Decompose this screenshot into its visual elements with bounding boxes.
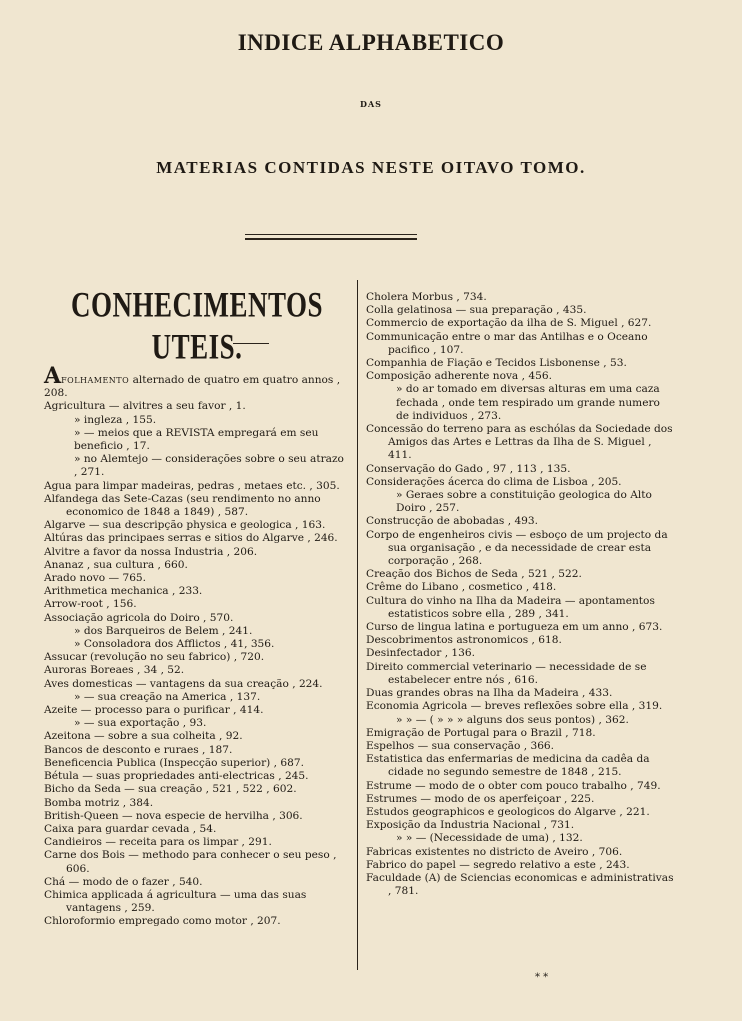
index-entry: » do ar tomado em diversas alturas em uma caza fechada , onde tem respirado um grande numero de individuos , 273.	[396, 383, 660, 422]
index-entry: Duas grandes obras na Ilha da Madeira , 433.	[366, 687, 613, 700]
index-entry: Desinfectador , 136.	[366, 647, 476, 660]
index-entry: Alvitre a favor da nossa Industria , 206.	[44, 545, 258, 558]
section-title: CONHECIMENTOS UTEIS.	[70, 284, 324, 367]
index-entry: » — sua exportação , 93.	[74, 717, 207, 730]
index-entry: Colla gelatinosa — sua preparação , 435.	[366, 304, 587, 317]
index-entry: Conservação do Gado , 97 , 113 , 135.	[366, 462, 571, 475]
index-entry: Estrumes — modo de os aperfeiçoar , 225.	[366, 792, 595, 805]
title-rule-thick	[245, 238, 417, 240]
index-entry: Auroras Boreaes , 34 , 52.	[44, 664, 185, 677]
left-column	[44, 363, 350, 929]
index-entry: Bicho da Seda — sua creação , 521 , 522 , 602.	[44, 783, 297, 796]
index-entry: Companhia de Fiação e Tecidos Lisbonense , 53.	[366, 357, 627, 370]
index-entry: Agricultura — alvitres a seu favor , 1.	[44, 400, 246, 413]
index-entry: » Geraes sobre a constituição geologica do Alto Doiro , 257.	[396, 489, 652, 515]
index-entry: Arado novo — 765.	[44, 572, 147, 585]
index-entry: Assucar (revolução no seu fabrico) , 720.	[44, 651, 265, 664]
index-entry: Algarve — sua descripção physica e geologica , 163.	[44, 519, 326, 532]
index-entry: Cultura do vinho na Ilha da Madeira — apontamentos estatisticos sobre ella , 289 , 341.	[366, 594, 655, 620]
index-entry: Candieiros — receita para os limpar , 291.	[44, 836, 272, 849]
index-entry: Curso de lingua latina e portugueza em um anno , 673.	[366, 621, 663, 634]
drop-cap: A	[44, 363, 62, 389]
index-entry: Faculdade (A) de Sciencias economicas e administrativas , 781.	[366, 871, 674, 898]
index-entry: Estudos geographicos e geologicos do Algarve , 221.	[366, 805, 650, 818]
index-entry: Bomba motriz , 384.	[44, 796, 154, 809]
right-entry-list	[366, 291, 676, 898]
index-entry: Azeite — processo para o purificar , 414.	[44, 704, 264, 717]
index-entry: Arrow-root , 156.	[44, 598, 137, 611]
index-entry: Estrume — modo de o obter com pouco trabalho , 749.	[366, 779, 661, 792]
index-entry: Exposição da Industria Nacional , 731.	[366, 819, 575, 832]
index-entry: British-Queen — nova especie de hervilha , 306.	[44, 809, 303, 822]
index-entry: Economia Agricola — breves reflexões sobre ella , 319.	[366, 700, 663, 713]
index-entry: Fabricas existentes no districto de Aveiro , 706.	[366, 845, 623, 858]
footer-mark: * *	[535, 972, 549, 983]
index-entry: » no Alemtejo — considerações sobre o seu atrazo , 271.	[74, 453, 344, 479]
index-entry: Aves domesticas — vantagens da sua creação , 224.	[44, 677, 323, 690]
index-entry: Creação dos Bichos de Seda , 521 , 522.	[366, 568, 582, 581]
right-column	[366, 291, 676, 898]
page-subtitle: MATERIAS CONTIDAS NESTE OITAVO TOMO.	[156, 158, 586, 177]
entry-smallcaps: FOLHAMENTO	[61, 376, 130, 385]
page-title: INDICE ALPHABETICO	[237, 30, 505, 55]
index-entry: » dos Barqueiros de Belem , 241.	[74, 624, 253, 637]
index-entry: Altúras das principaes serras e sitios do Algarve , 246.	[44, 532, 338, 545]
index-entry: Cholera Morbus , 734.	[366, 291, 487, 303]
index-entry: » — meios que a REVISTA empregará em seu beneficio , 17.	[74, 426, 319, 453]
index-entry: Composição adherente nova , 456.	[366, 370, 552, 383]
index-entry: Crême do Libano , cosmetico , 418.	[366, 581, 557, 594]
index-entry: Carne dos Bois — methodo para conhecer o seu peso , 606.	[44, 849, 337, 875]
index-entry: Caixa para guardar cevada , 54.	[44, 822, 217, 835]
index-entry: Associação agricola do Doiro , 570.	[44, 611, 234, 624]
index-entry: » Consoladora dos Afflictos , 41, 356.	[74, 638, 275, 651]
index-entry: Bétula — suas propriedades anti-electricas , 245.	[44, 770, 309, 783]
index-entry: Ananaz , sua cultura , 660.	[44, 558, 188, 571]
index-entry: Beneficencia Publica (Inspecção superior) , 687.	[44, 756, 304, 769]
index-entry: Chimica applicada á agricultura — uma das suas vantagens , 259.	[44, 888, 307, 915]
index-entry: Descobrimentos astronomicos , 618.	[366, 634, 562, 647]
index-entry: Commercio de exportação da ilha de S. Miguel , 627.	[366, 317, 652, 330]
index-entry: » » — (Necessidade de uma) , 132.	[396, 832, 583, 845]
index-entry: » ingleza , 155.	[74, 413, 157, 426]
index-entry: Arithmetica mechanica , 233.	[44, 585, 203, 598]
index-entry: Espelhos — sua conservação , 366.	[366, 739, 555, 752]
index-entry: Chloroformio empregado como motor , 207.	[44, 915, 281, 928]
index-entry: » » — ( » » » alguns dos seus pontos) , 362.	[396, 713, 629, 726]
left-entry-list	[44, 400, 350, 928]
index-entry: Communicação entre o mar das Antilhas e o Oceano pacifico , 107.	[366, 330, 648, 356]
index-entry: Fabrico do papel — segredo relativo a este , 243.	[366, 858, 630, 871]
index-entry: Chá — modo de o fazer , 540.	[44, 875, 203, 888]
title-rule-thin	[245, 234, 417, 235]
index-entry: Alfandega das Sete-Cazas (seu rendimento no anno economico de 1848 a 1849) , 587.	[44, 492, 321, 519]
index-entry: Concessão do terreno para as eschólas da Sociedade dos Amigos das Artes e Lettras da Ilha de S. Miguel , 411.	[366, 423, 673, 462]
title-connector: DAS	[360, 99, 382, 109]
index-entry: Estatistica das enfermarias de medicina da cadêa da cidade no segundo semestre de 1848 , 215.	[366, 753, 650, 779]
index-entry: Direito commercial veterinario — necessidade de se estabelecer entre nós , 616.	[366, 660, 647, 686]
index-entry: Corpo de engenheiros civis — esboço de um projecto da sua organisação , e da necessidade de crear esta corporação , 268.	[366, 528, 668, 568]
section-rule	[233, 343, 269, 344]
index-entry	[44, 363, 350, 400]
index-entry: Bancos de desconto e ruraes , 187.	[44, 743, 233, 756]
index-entry: Azeitona — sobre a sua colheita , 92.	[44, 730, 243, 743]
index-entry: Considerações ácerca do clima de Lisboa , 205.	[366, 475, 622, 488]
index-entry: » — sua creação na America , 137.	[74, 690, 261, 703]
index-entry: Construcção de abobadas , 493.	[366, 515, 539, 528]
column-divider	[357, 280, 358, 970]
index-entry: Emigração de Portugal para o Brazil , 718.	[366, 726, 596, 739]
index-entry: Agua para limpar madeiras, pedras , metaes etc. , 305.	[44, 479, 340, 492]
entry-text: alternado de quatro em quatro annos , 208.	[44, 374, 341, 400]
